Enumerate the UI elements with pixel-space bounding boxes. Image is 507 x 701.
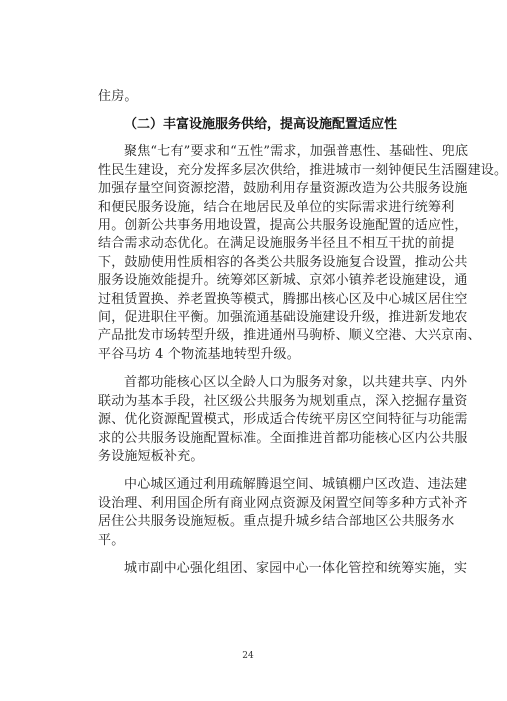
paragraph-line: 联动为基本手段，社区级公共服务为规划重点，深入挖掘存量资	[98, 393, 468, 409]
paragraph-line: 求的公共服务设施配置标准。全面推进首都功能核心区内公共服	[98, 430, 468, 446]
paragraph-line: 聚焦“七有”要求和“五性”需求，加强普惠性、基础性、兜底	[124, 144, 469, 160]
section-heading: （二）丰富设施服务供给，提高设施配置适应性	[124, 117, 398, 133]
intro-line: 住房。	[98, 89, 138, 104]
paragraph-line: 首都功能核心区以全龄人口为服务对象，以共建共享、内外	[124, 375, 468, 391]
paragraph-line: 城市副中心强化组团、家园中心一体化管控和统筹实施，实	[124, 560, 468, 576]
paragraph-line: 平谷马坊 4 个物流基地转型升级。	[98, 346, 300, 362]
paragraph-line: 源、优化资源配置模式，形成适合传统平房区空间特征与功能需	[98, 412, 468, 428]
paragraph-line: 加强存量空间资源挖潜，鼓励利用存量资源改造为公共服务设施	[98, 181, 468, 197]
paragraph-line: 性民生建设，充分发挥多层次供给，推进城市一刻钟便民生活圈建设。	[98, 162, 507, 178]
paragraph-line: 设治理、利用国企所有商业网点资源及闲置空间等多种方式补齐	[98, 495, 468, 511]
paragraph-line: 间，促进职住平衡。加强流通基础设施建设升级，推进新发地农	[98, 310, 468, 326]
paragraph-line: 服务设施效能提升。统筹郊区新城、京郊小镇养老设施建设，通	[98, 273, 468, 289]
page-number: 24	[242, 651, 254, 661]
paragraph-line: 过租赁置换、养老置换等模式，腾挪出核心区及中心城区居住空	[98, 291, 468, 307]
paragraph-line: 结合需求动态优化。在满足设施服务半径且不相互干扰的前提	[98, 236, 455, 252]
paragraph-line: 产品批发市场转型升级，推进通州马驹桥、顺义空港、大兴京南、	[98, 328, 481, 344]
paragraph-line: 用。创新公共事务用地设置，提高公共服务设施配置的适应性，	[98, 218, 468, 234]
paragraph-line: 居住公共服务设施短板。重点提升城乡结合部地区公共服务水	[98, 514, 455, 530]
paragraph-line: 和便民服务设施，结合在地居民及单位的实际需求进行统筹利	[98, 199, 455, 215]
page-content	[98, 88, 507, 578]
paragraph-1	[98, 143, 507, 364]
paragraph-3	[98, 476, 468, 550]
paragraph-line: 中心城区通过利用疏解腾退空间、城镇棚户区改造、违法建	[124, 477, 468, 493]
paragraph-2	[98, 374, 468, 466]
paragraph-line: 下，鼓励使用性质相容的各类公共服务设施复合设置，推动公共	[98, 254, 468, 270]
paragraph-line: 务设施短板补充。	[98, 448, 204, 464]
paragraph-line: 平。	[98, 532, 125, 548]
paragraph-4	[98, 560, 468, 578]
